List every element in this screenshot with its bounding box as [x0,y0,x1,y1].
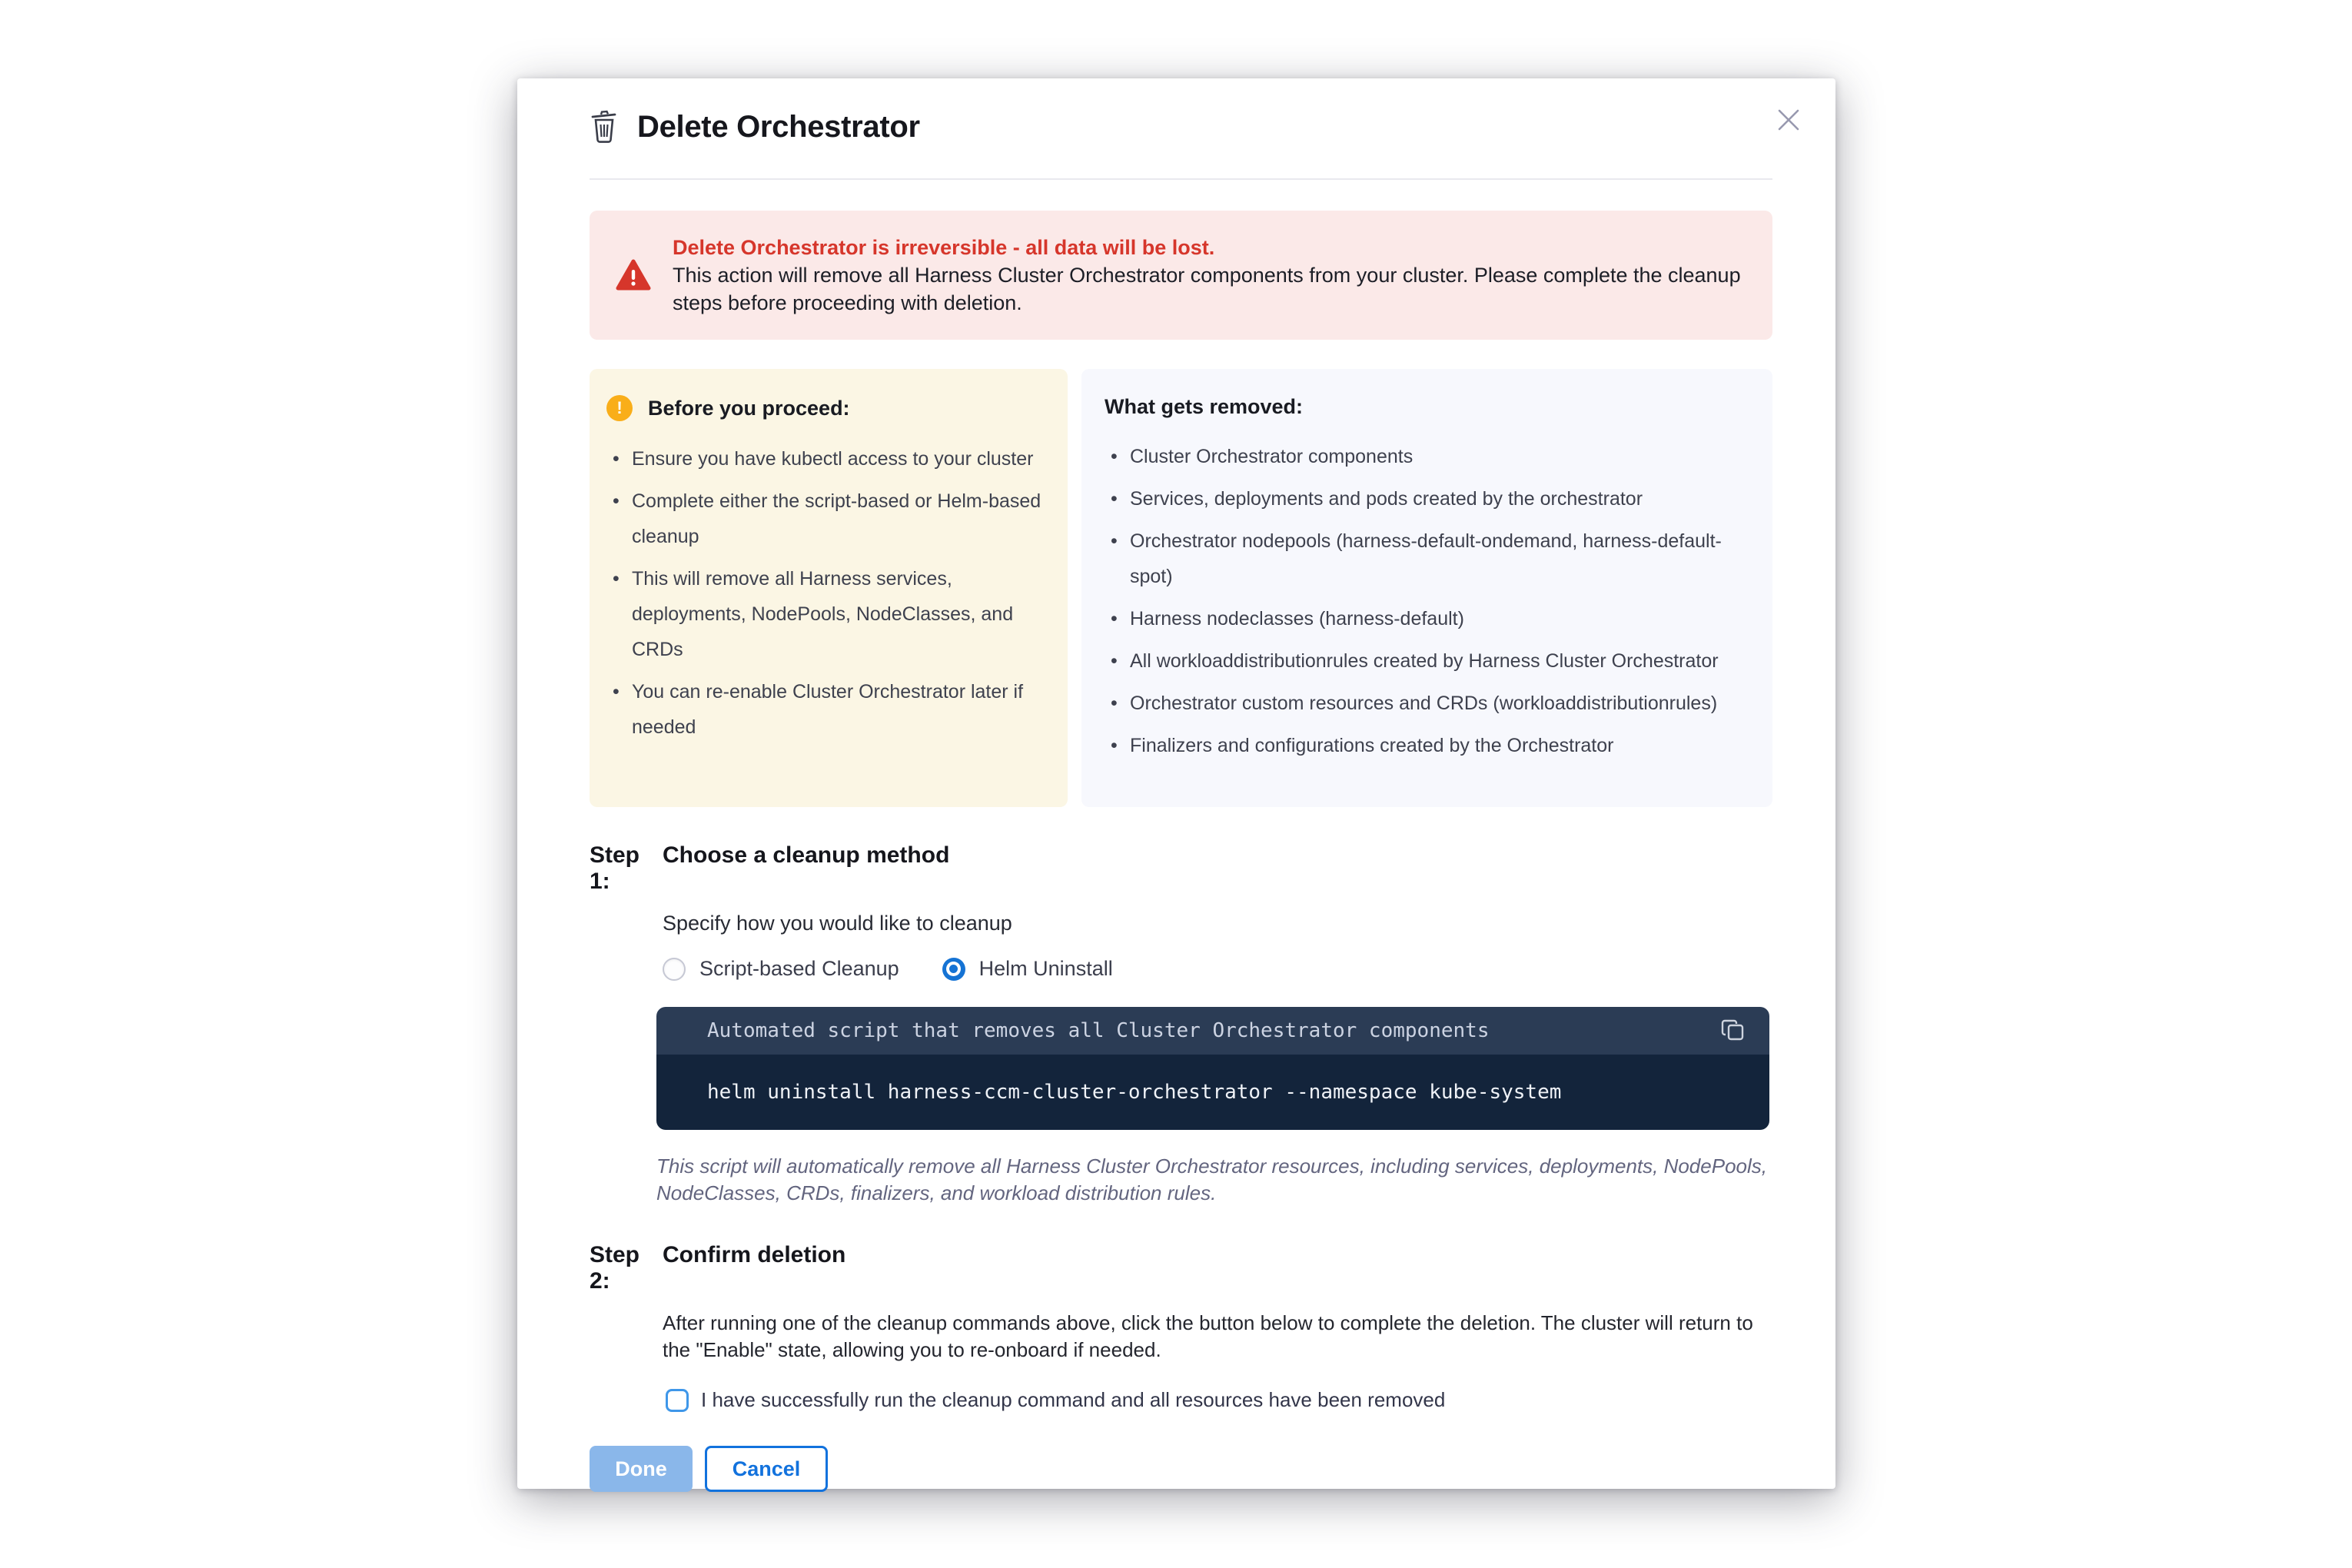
code-block-header [656,1007,1769,1055]
confirm-checkbox-label: I have successfully run the cleanup command and all resources have been removed [701,1388,1446,1411]
list-item: • Orchestrator custom resources and CRDs (workloaddistributionrules) [1105,686,1752,721]
copy-icon [1720,1018,1748,1044]
step2-heading: Confirm deletion [663,1242,846,1267]
cancel-button[interactable]: Cancel [705,1446,828,1492]
close-icon [1776,107,1806,133]
footer-buttons [590,1446,1772,1492]
step1-heading: Choose a cleanup method [663,842,950,868]
what-gets-removed-panel [1081,369,1772,807]
warning-text-block [673,234,1742,317]
step1-label: Step 1: [590,842,640,894]
info-panels [590,369,1772,807]
warning-body: This action will remove all Harness Cluster Orchestrator components from your cluster. Please complete the cleanup steps before proceeding with deletion. [673,264,1741,314]
list-item: • Orchestrator nodepools (harness-default-ondemand, harness-default-spot) [1105,523,1752,594]
list-item: • Services, deployments and pods created by the orchestrator [1105,481,1752,517]
alert-triangle-icon [616,259,651,291]
modal-title: Delete Orchestrator [637,109,920,144]
before-panel-title: Before you proceed: [648,396,850,420]
confirm-checkbox[interactable] [666,1389,689,1412]
removed-panel-title: What gets removed: [1105,395,1304,418]
step2-heading-row [590,1242,1772,1294]
header-divider [590,178,1772,180]
trash-icon [590,110,619,144]
radio-selected-icon[interactable] [942,958,965,981]
confirm-checkbox-row[interactable] [666,1388,1772,1412]
removed-panel-header [1105,395,1752,419]
step1-body [656,912,1772,1207]
modal-header [590,108,1772,146]
removed-list [1105,439,1752,763]
copy-button[interactable] [1720,1017,1748,1045]
step2-body-text: After running one of the cleanup commands above, click the button below to complete the deletion. The cluster will return to the "Enable" state, allowing you to re-onboard if needed. [663,1311,1753,1361]
warning-banner [590,211,1772,340]
helm-command-text: helm uninstall harness-ccm-cluster-orchestrator --namespace kube-system [707,1081,1562,1104]
radio-unselected-icon[interactable] [663,958,686,981]
warning-heading: Delete Orchestrator is irreversible - all data will be lost. [673,236,1215,259]
step1-heading-row [590,842,1772,895]
cleanup-method-radio-group [663,957,1772,981]
list-item: • Ensure you have kubectl access to your cluster [606,441,1048,477]
radio-option-helm-uninstall[interactable] [942,957,1113,981]
list-item: • Finalizers and configurations created by the Orchestrator [1105,728,1752,763]
code-block [656,1007,1769,1130]
list-item: • You can re-enable Cluster Orchestrator later if needed [606,674,1048,745]
code-header-text: Automated script that removes all Cluster Orchestrator components [707,1019,1490,1042]
delete-orchestrator-modal [517,78,1835,1489]
list-item: • All workloaddistributionrules created by Harness Cluster Orchestrator [1105,643,1752,679]
radio-option-script-based[interactable] [663,957,899,981]
step1-subtext: Specify how you would like to cleanup [663,912,1012,935]
list-item: • Cluster Orchestrator components [1105,439,1752,474]
before-panel-header [606,395,1048,421]
script-note: This script will automatically remove all Harness Cluster Orchestrator resources, including services, deployments, NodePools, NodeClasses, CRDs, finalizers, and workload distribution rules. [656,1154,1767,1204]
list-item: • This will remove all Harness services, deployments, NodePools, NodeClasses, and CRDs [606,561,1048,667]
list-item: • Complete either the script-based or Helm-based cleanup [606,483,1048,554]
before-you-proceed-panel [590,369,1068,807]
done-button[interactable]: Done [590,1446,693,1492]
step2-label: Step 2: [590,1242,640,1294]
close-button[interactable] [1776,105,1806,135]
alert-circle-icon: ! [606,395,633,421]
before-list [606,441,1048,745]
radio-label: Helm Uninstall [978,957,1113,980]
radio-label: Script-based Cleanup [699,957,899,980]
list-item: • Harness nodeclasses (harness-default) [1105,601,1752,636]
code-block-body[interactable] [656,1055,1769,1130]
